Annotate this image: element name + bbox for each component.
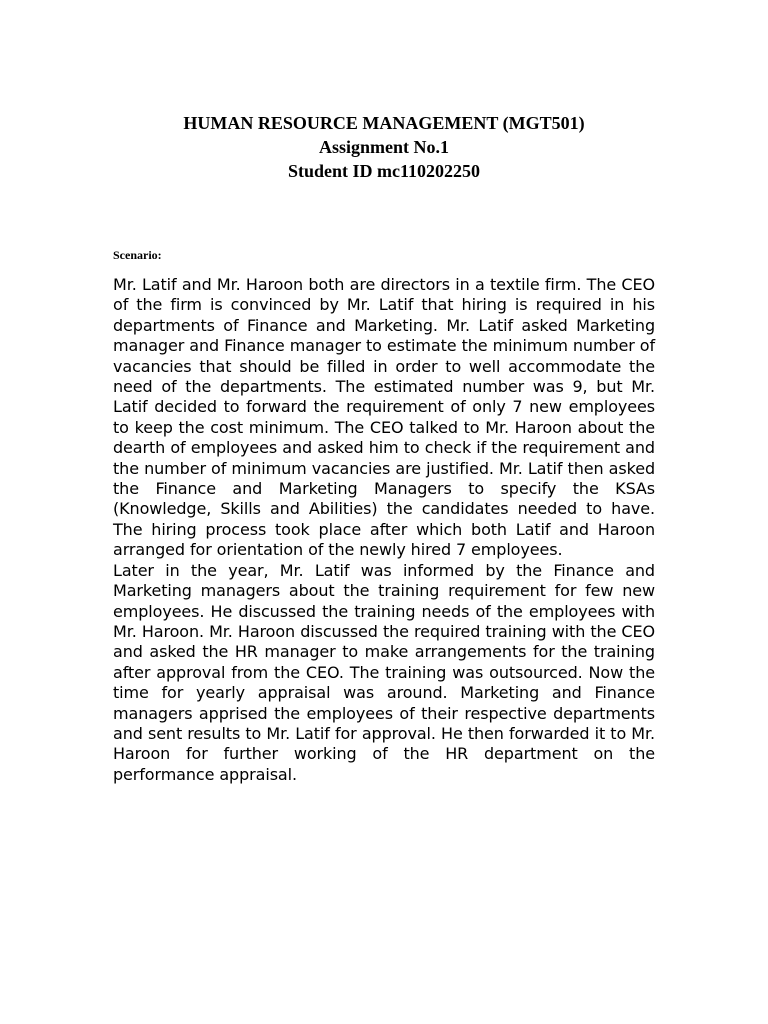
course-title: HUMAN RESOURCE MANAGEMENT (MGT501) (183, 113, 585, 133)
scenario-label: Scenario: (113, 248, 162, 262)
student-id: Student ID mc110202250 (287, 161, 480, 181)
document-header (0, 111, 768, 183)
scenario-paragraph-2: Later in the year, Mr. Latif was informed by the Finance and Marketing managers about the training requirement for few new employees. He discussed the training needs of the employees with Mr. Haroon. Mr. Haroon discussed the required training with the CEO and asked the HR manager to make arrangements for the training after approval from the CEO. The training was outsourced. Now the time for yearly appraisal was around. Marketing and Finance managers apprised the employees of their respective departments and sent results to Mr. Latif for approval. He then forwarded it to Mr. Haroon for further working of the HR department on the performance appraisal. (113, 560, 655, 784)
assignment-number: Assignment No.1 (318, 137, 449, 157)
scenario-text (113, 275, 655, 785)
scenario-paragraph-1: Mr. Latif and Mr. Haroon both are directors in a textile firm. The CEO of the firm is convinced by Mr. Latif that hiring is required in his departments of Finance and Marketing. Mr. Latif asked Marketing manager and Finance manager to estimate the minimum number of vacancies that should be filled in order to well accommodate the need of the departments. The estimated number was 9, but Mr. Latif decided to forward the requirement of only 7 new employees to keep the cost minimum. The CEO talked to Mr. Haroon about the dearth of employees and asked him to check if the requirement and the number of minimum vacancies are justified. Mr. Latif then asked the Finance and Marketing Managers to specify the KSAs (Knowledge, Skills and Abilities) the candidates needed to have. The hiring process took place after which both Latif and Haroon arranged for orientation of the newly hired 7 employees. (113, 275, 655, 560)
